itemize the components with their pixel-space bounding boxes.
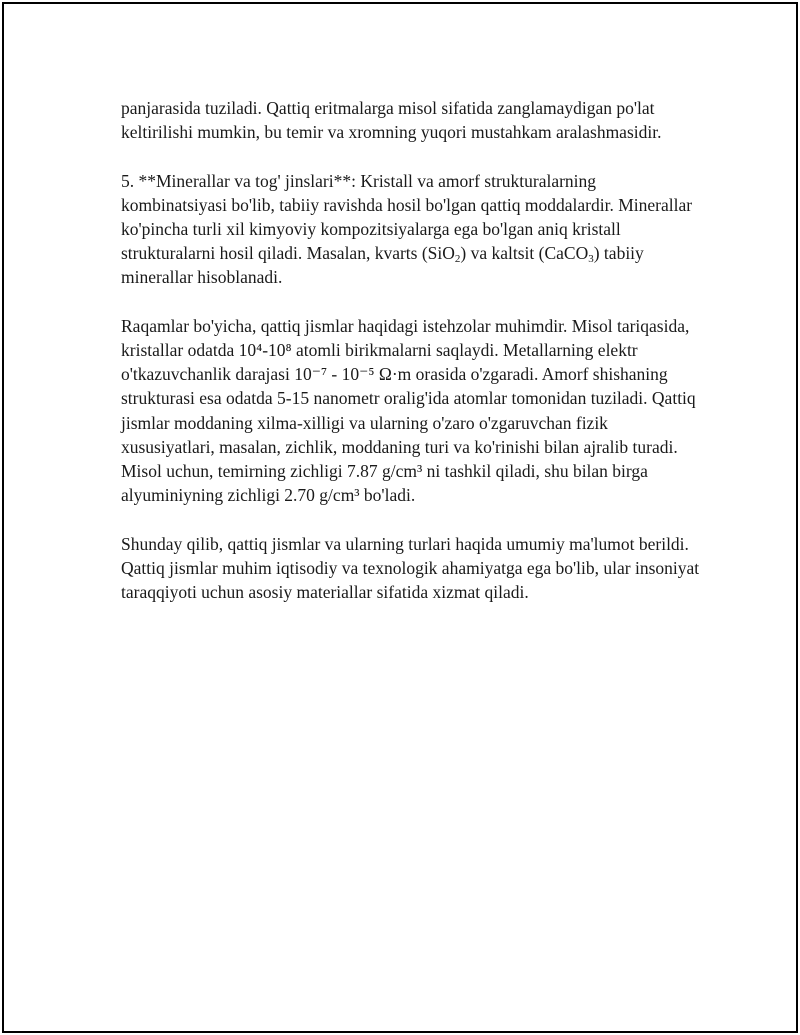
subscript: 3 (588, 253, 594, 266)
text-run: ) tabiiy minerallar hisoblanadi. (121, 243, 644, 288)
paragraph-minerals (121, 169, 701, 290)
text-run: Raqamlar bo'yicha, qattiq jismlar haqidagi istehzolar muhimdir. Misol tariqasida, kristallar odatda 10⁴-10⁸ atomli birikmalarni saqlaydi. Metallarning elektr o'tkazuvchanlik darajasi 10⁻⁷ - 10⁻⁵ Ω·m orasida o'zgaradi. Amorf shishaning strukturasi esa odatda 5-15 nanometr oralig'ida atomlar tomonidan tuziladi. Qattiq jismlar moddaning xilma-xilligi va ularning o'zaro o'zgaruvchan fizik xususiyatlari, masalan, zichlik, moddaning turi va ko'rinishi bilan ajralib turadi. Misol uchun, temirning zichligi 7.87 g/cm³ ni tashkil qiladi, shu bilan birga alyuminiyning zichligi 2.70 g/cm³ bo'ladi. (121, 315, 696, 506)
text-run: Shunday qilib, qattiq jismlar va ularning turlari haqida umumiy ma'lumot berildi. Qattiq jismlar muhim iqtisodiy va texnologik ahamiyatga ega bo'lib, ular insoniyat taraqqiyoti uchun asosiy materiallar sifatida xizmat qiladi. (121, 533, 700, 603)
document-page (2, 2, 798, 1033)
document-body (121, 96, 701, 628)
text-run: ) va kaltsit (CaCO (460, 243, 589, 264)
paragraph-conclusion (121, 532, 701, 605)
subscript: 2 (454, 253, 461, 266)
text-run: panjarasida tuziladi. Qattiq eritmalarga misol sifatida zanglamaydigan po'lat keltirilishi mumkin, bu temir va xromning yuqori mustahkam aralashmasidir. (121, 98, 662, 143)
text-run: 5. **Minerallar va tog' jinslari**: Kristall va amorf strukturalarning kombinatsiyasi bo'lib, tabiiy ravishda hosil bo'lgan qattiq moddalardir. Minerallar ko'pincha turli xil kimyoviy kompozitsiyalarga ega bo'lgan aniq kristall strukturalarni hosil qiladi. Masalan, kvarts (SiO (121, 170, 693, 264)
paragraph-crystal-lattice (121, 96, 701, 144)
paragraph-numbers (121, 314, 701, 508)
